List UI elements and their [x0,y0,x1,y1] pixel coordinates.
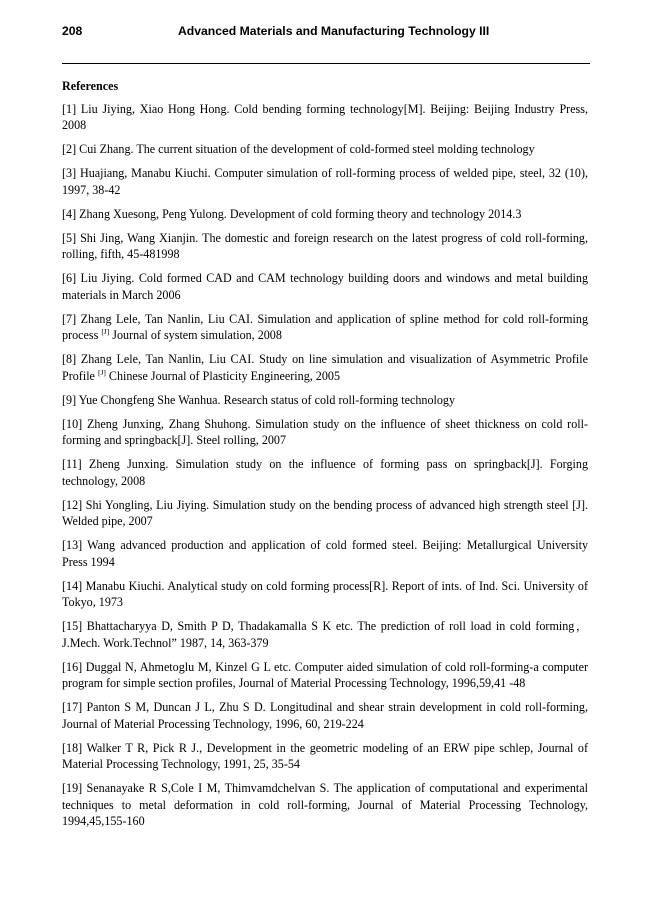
reference-item [62,101,588,134]
reference-item [62,618,588,651]
reference-text: [17] Panton S M, Duncan J L, Zhu S D. Longitudinal and shear strain development in cold roll-forming, Journal of Material Processing Technology, 1996, 60, 219-224 [62,700,588,731]
reference-text: [18] Walker T R, Pick R J., Development in the geometric modeling of an ERW pipe schlep, Journal of Material Processing Technology, 1991, 25, 35-54 [62,740,588,771]
references-heading: References [62,79,119,93]
reference-list [62,101,588,830]
reference-text: [16] Duggal N, Ahmetoglu M, Kinzel G L etc. Computer aided simulation of cold roll-forming-a computer program for simple section profiles, Journal of Material Processing Technology, 1996,59,41 -48 [62,659,588,690]
reference-text: [13] Wang advanced production and application of cold formed steel. Beijing: Metallurgical University Press 1994 [62,538,588,569]
reference-text: [14] Manabu Kiuchi. Analytical study on cold forming process[R]. Report of ints. of Ind. Sci. University of Tokyo, 1973 [62,578,588,609]
page-number: 208 [62,24,83,38]
reference-text: [6] Liu Jiying. Cold formed CAD and CAM technology building doors and windows and metal building materials in March 2006 [62,271,588,302]
reference-text-continued: Chinese Journal of Plasticity Engineering, 2005 [105,368,340,383]
reference-item [62,230,588,263]
reference-item [62,456,588,489]
reference-text: [15] Bhattacharyya D, Smith P D, Thadakamalla S K etc. The prediction of roll load in cold forming，J.Mech. Work.Technol” 1987, 14, 363-379 [62,619,588,650]
reference-text: [11] Zheng Junxing. Simulation study on the influence of forming pass on springback[J]. Forging technology, 2008 [62,457,588,488]
reference-item [62,351,588,384]
reference-item [62,206,588,223]
reference-text: [2] Cui Zhang. The current situation of the development of cold-formed steel molding technology [62,142,535,156]
reference-text: [1] Liu Jiying, Xiao Hong Hong. Cold bending forming technology[M]. Beijing: Beijing Industry Press, 2008 [62,101,588,132]
reference-superscript: [J] [97,367,106,377]
reference-item [62,416,588,449]
reference-item [62,311,588,344]
reference-text: [10] Zheng Junxing, Zhang Shuhong. Simulation study on the influence of sheet thickness on cold roll-forming and springback[J]. Steel rolling, 2007 [62,416,588,447]
reference-item [62,699,588,732]
reference-text: [8] Zhang Lele, Tan Nanlin, Liu CAI. Study on line simulation and visualization of Asymmetric Profile Profile [62,352,588,383]
reference-text: [7] Zhang Lele, Tan Nanlin, Liu CAI. Simulation and application of spline method for cold roll-forming process [62,311,588,342]
reference-item [62,270,588,303]
reference-item [62,659,588,692]
reference-text: [12] Shi Yongling, Liu Jiying. Simulation study on the bending process of advanced high strength steel [J]. Welded pipe, 2007 [62,497,588,528]
header-rule [62,63,590,64]
reference-text: [9] Yue Chongfeng She Wanhua. Research status of cold roll-forming technology [62,392,455,407]
reference-text: [3] Huajiang, Manabu Kiuchi. Computer simulation of roll-forming process of welded pipe, steel, 32 (10), 1997, 38-42 [62,166,588,197]
reference-item [62,392,588,409]
references-section [62,78,588,837]
reference-text: [19] Senanayake R S,Cole I M, Thimvamdchelvan S. The application of computational and experimental techniques to metal deformation in cold roll-forming, Journal of Material Processing Technology, 1994,45,155-160 [62,781,588,828]
reference-item [62,165,588,198]
reference-text: [5] Shi Jing, Wang Xianjin. The domestic and foreign research on the latest progress of cold roll-forming, rolling, fifth, 45-481998 [62,230,588,261]
reference-text: [4] Zhang Xuesong, Peng Yulong. Development of cold forming theory and technology 2014.3 [62,206,522,221]
reference-superscript: [J] [101,326,110,336]
reference-text-continued: Journal of system simulation, 2008 [109,328,282,342]
reference-item [62,740,588,773]
running-title: Advanced Materials and Manufacturing Technology III [178,24,490,38]
page-header [62,24,590,42]
reference-item [62,578,588,611]
reference-item [62,141,588,158]
reference-item [62,537,588,570]
reference-item [62,780,588,830]
reference-item [62,497,588,530]
